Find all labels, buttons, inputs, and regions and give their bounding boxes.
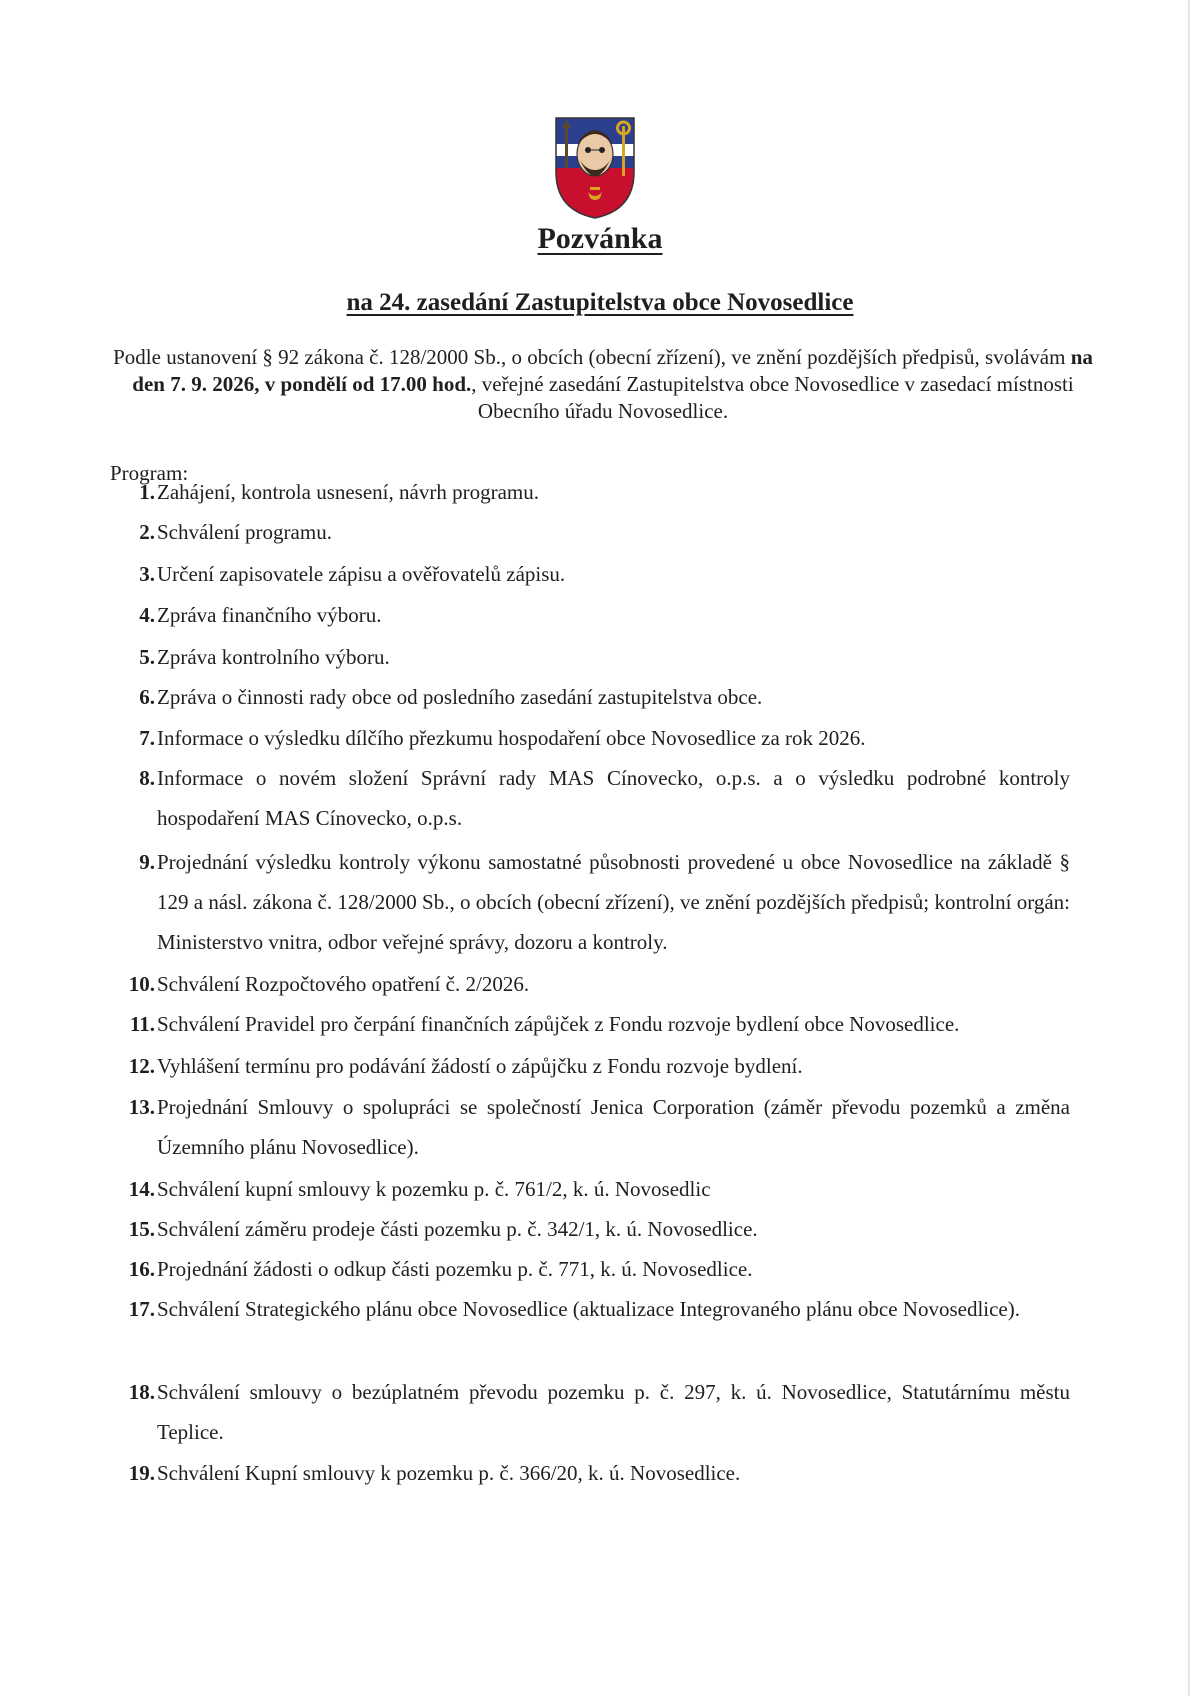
- agenda-item-number: 16.: [128, 1257, 155, 1281]
- agenda-item-number: 8.: [139, 766, 155, 790]
- agenda-item-text: Zpráva kontrolního výboru.: [157, 645, 390, 669]
- program-label: Program:: [110, 461, 189, 485]
- agenda-item: [115, 758, 1070, 838]
- agenda-item-text: Schválení smlouvy o bezúplatném převodu pozemku p. č. 297, k. ú. Novosedlice, Statutárnímu městu Teplice.: [157, 1380, 1070, 1444]
- agenda-item: [115, 1249, 1070, 1289]
- agenda-item: [115, 1289, 1070, 1329]
- meeting-date: na den 7. 9. 2026, v pondělí od 17.00 hod.: [132, 345, 1093, 396]
- agenda-item: [115, 512, 1070, 552]
- agenda-item-text: Určení zapisovatele zápisu a ověřovatelů zápisu.: [157, 562, 566, 586]
- agenda-item-text: Informace o výsledku dílčího přezkumu hospodaření obce Novosedlice za rok 2026.: [157, 726, 866, 750]
- agenda-item-number: 17.: [128, 1297, 155, 1321]
- agenda-item-text: Schválení kupní smlouvy k pozemku p. č. 761/2, k. ú. Novosedlic: [157, 1177, 711, 1201]
- agenda-item: [115, 1209, 1070, 1249]
- agenda-item-number: 18.: [128, 1380, 155, 1404]
- agenda-item-text: Schválení programu.: [157, 520, 332, 544]
- intro-text-1: Podle ustanovení § 92 zákona č. 128/2000 Sb., o obcích (obecní zřízení), ve znění pozdějších předpisů, svolávám: [113, 345, 1071, 369]
- agenda-item: [115, 842, 1070, 962]
- agenda-item-number: 2.: [139, 520, 155, 544]
- agenda-item-text: Projednání výsledku kontroly výkonu samostatné působnosti provedené u obce Novosedlice na základě § 129 a násl. zákona č. 128/2000 Sb., o obcích (obecní zřízení), ve znění pozdějších předpisů; kontrolní orgán: Ministerstvo vnitra, odbor veřejné správy, dozoru a kontroly.: [157, 850, 1070, 954]
- agenda-item-number: 3.: [139, 562, 155, 586]
- agenda-item: [115, 718, 1070, 758]
- agenda-item-number: 10.: [128, 972, 155, 996]
- agenda-item-number: 6.: [139, 685, 155, 709]
- agenda-item-number: 11.: [129, 1012, 155, 1036]
- document-subtitle: na 24. zasedání Zastupitelstva obce Novosedlice: [346, 289, 854, 316]
- agenda-item-number: 13.: [128, 1095, 155, 1119]
- agenda-item: [115, 1087, 1070, 1167]
- agenda-item: [115, 1453, 1070, 1493]
- agenda-item-text: Schválení Kupní smlouvy k pozemku p. č. 366/20, k. ú. Novosedlice.: [157, 1461, 741, 1485]
- agenda-item-text: Zahájení, kontrola usnesení, návrh programu.: [157, 480, 539, 504]
- agenda-item: [115, 637, 1070, 677]
- agenda-item-number: 7.: [139, 726, 155, 750]
- agenda-item-text: Schválení Pravidel pro čerpání finančních zápůjček z Fondu rozvoje bydlení obce Novosedlice.: [157, 1012, 960, 1036]
- agenda-item-text: Projednání žádosti o odkup části pozemku p. č. 771, k. ú. Novosedlice.: [157, 1257, 753, 1281]
- agenda-item-number: 1.: [139, 480, 155, 504]
- agenda-item: [115, 1169, 1070, 1209]
- agenda-item-text: Schválení Rozpočtového opatření č. 2/2026.: [157, 972, 530, 996]
- agenda-item: [115, 472, 1070, 512]
- agenda-item-text: Zpráva o činnosti rady obce od posledního zasedání zastupitelstva obce.: [157, 685, 763, 709]
- agenda-item-number: 14.: [128, 1177, 155, 1201]
- intro-text-2: , veřejné zasedání Zastupitelstva obce Novosedlice v zasedací místnosti Obecního úřadu Novosedlice.: [471, 372, 1074, 423]
- agenda-item: [115, 677, 1070, 717]
- agenda-item-text: Zpráva finančního výboru.: [157, 603, 382, 627]
- agenda-item-number: 12.: [128, 1054, 155, 1078]
- agenda-item-number: 5.: [139, 645, 155, 669]
- agenda-item: [115, 964, 1070, 1004]
- agenda-item: [115, 1004, 1070, 1044]
- agenda-item-text: Informace o novém složení Správní rady MAS Cínovecko, o.p.s. a o výsledku podrobné kontroly hospodaření MAS Cínovecko, o.p.s.: [157, 766, 1070, 830]
- agenda-item-text: Projednání Smlouvy o spolupráci se společností Jenica Corporation (záměr převodu pozemků a změna Územního plánu Novosedlice).: [157, 1095, 1070, 1159]
- agenda-item-number: 15.: [128, 1217, 155, 1241]
- agenda-item: [115, 1372, 1070, 1452]
- agenda-item: [115, 595, 1070, 635]
- agenda-item-text: Vyhlášení termínu pro podávání žádostí o zápůjčku z Fondu rozvoje bydlení.: [157, 1054, 803, 1078]
- agenda-item-text: Schválení Strategického plánu obce Novosedlice (aktualizace Integrovaného plánu obce Novosedlice).: [157, 1297, 1020, 1321]
- agenda-item-number: 19.: [128, 1461, 155, 1485]
- agenda-item-text: Schválení záměru prodeje části pozemku p. č. 342/1, k. ú. Novosedlice.: [157, 1217, 758, 1241]
- agenda-item: [115, 554, 1070, 594]
- agenda-item: [115, 1046, 1070, 1086]
- agenda-item-number: 4.: [139, 603, 155, 627]
- document-title: Pozvánka: [537, 222, 663, 255]
- agenda-item-number: 9.: [139, 850, 155, 874]
